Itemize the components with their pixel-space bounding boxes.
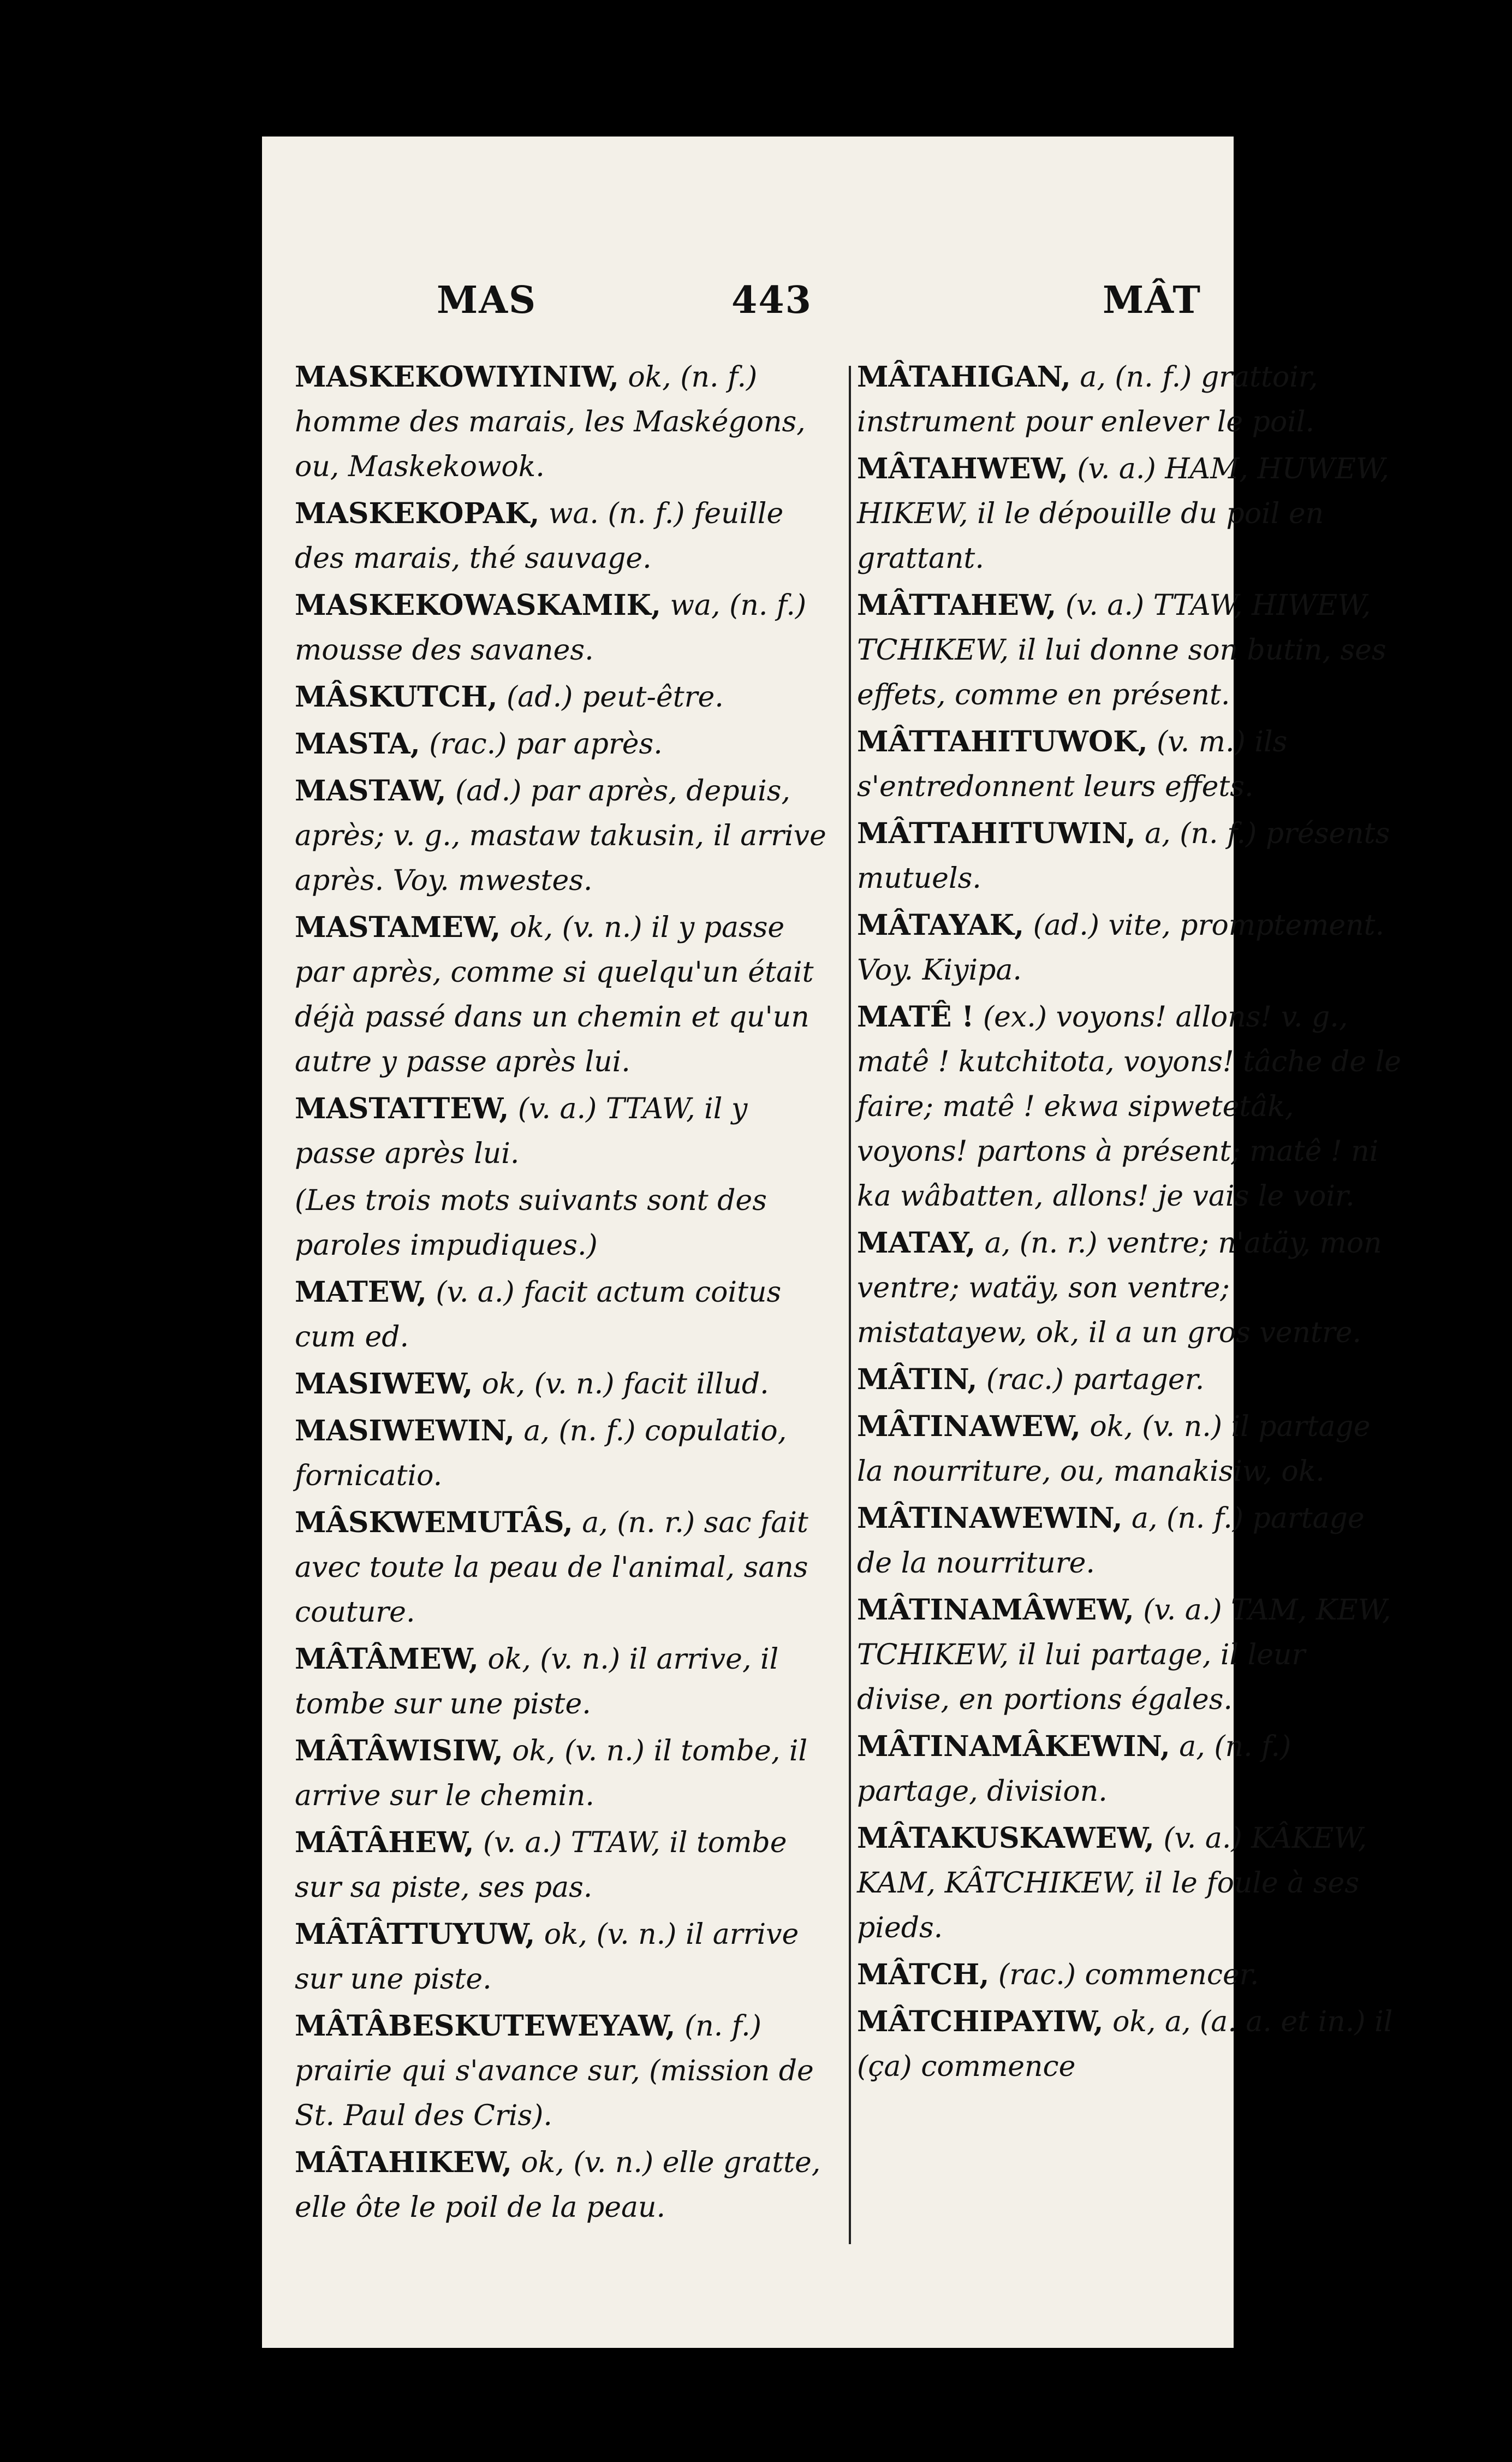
entry-headword: MASIWEW, [295,1367,473,1401]
entry-headword: MÂTAYAK, [857,909,1025,942]
dictionary-entry [295,2140,830,2230]
dictionary-entry [857,1496,1403,1586]
entry-definition: (v. a.) HAM, HUWEW, HIKEW, il le dépouille du poil en grattant. [857,453,1389,575]
dictionary-entry [295,491,830,581]
dictionary-entry [295,1637,830,1727]
dictionary-entry [295,2004,830,2138]
entry-headword: MASIWEWIN, [295,1414,515,1447]
entry-definition: wa. (n. f.) feuille des marais, thé sauvage. [295,497,784,575]
entry-definition: a, (n. f.) partage de la nourriture. [857,1502,1365,1580]
page-number: 443 [731,278,812,322]
entry-headword: MASKEKOWASKAMIK, [295,589,661,622]
dictionary-entry [857,995,1403,1219]
entry-headword: MÂSKWEMUTÂS, [295,1506,573,1539]
dictionary-entry [295,1820,830,1910]
entry-definition: (rac.) par après. [429,728,663,761]
entry-headword: MÂTTAHEW, [857,589,1057,622]
entry-headword: MASKEKOWIYINIW, [295,360,619,394]
entry-definition: (ad.) par après, depuis, après; v. g., mastaw takusin, il arrive après. Voy. mwestes. [295,775,826,897]
entry-headword: MÂTCH, [857,1958,990,1991]
dictionary-entry [857,903,1403,993]
dictionary-page [262,137,1402,2348]
dictionary-entry [857,1953,1403,1997]
entry-definition: ok, (v. n.) facit illud. [481,1368,769,1401]
dictionary-entry [295,583,830,673]
entry-headword: MÂTÂWISIW, [295,1734,503,1767]
entry-definition: (ad.) peut-être. [507,681,724,714]
entry-definition: (v. a.) TTAW, il tombe sur sa piste, ses pas. [295,1826,787,1904]
entry-definition: (n. f.) prairie qui s'avance sur, (mission de St. Paul des Cris). [295,2010,814,2132]
dictionary-entry [857,2000,1403,2089]
running-header [262,278,1234,344]
entry-definition: ok, (v. n.) il arrive, il tombe sur une piste. [295,1643,779,1721]
entry-definition: (rac.) commencer. [998,1959,1259,1991]
entry-definition: ok, a, (a. a. et in.) il (ça) commence [857,2006,1393,2083]
right-column [857,355,1403,2091]
entry-headword: MASTA, [295,727,420,761]
entry-definition: (v. a.) KÂKEW, KAM, KÂTCHIKEW, il le foule à ses pieds. [857,1822,1367,1944]
entry-definition: wa, (n. f.) mousse des savanes. [295,589,807,667]
left-column [295,355,830,2232]
entry-definition: (ex.) voyons! allons! v. g., matê ! kutchitota, voyons! tâche de le faire; matê ! ekwa sipwetetâk, voyons! partons à présent; matê ! ni ka wâbatten, allons! je vais le voir. [857,1001,1402,1213]
entry-headword: MÂTTAHITUWIN, [857,817,1136,850]
entry-definition: ok, (n. f.) homme des marais, les Maskégons, ou, Maskekowok. [295,361,806,483]
entry-definition: ok, (v. n.) il partage la nourriture, ou, manakisiw, ok. [857,1410,1371,1488]
entry-headword: MASTAW, [295,774,447,808]
dictionary-entry [295,1178,830,1268]
entry-headword: MATAY, [857,1226,976,1260]
entry-headword: MÂTIN, [857,1363,978,1396]
entry-definition: ok, (v. n.) il arrive sur une piste. [295,1918,799,1996]
dictionary-entry [295,905,830,1084]
entry-headword: MÂTÂTTUYUW, [295,1918,535,1951]
entry-definition: (Les trois mots suivants sont des paroles impudiques.) [295,1184,767,1262]
entry-definition: a, (n. f.) partage, division. [857,1730,1291,1808]
entry-headword: MÂTAKUSKAWEW, [857,1822,1154,1855]
dictionary-entry [857,583,1403,717]
entry-headword: MÂTÂBESKUTEWEYAW, [295,2009,676,2043]
entry-headword: MÂTAHIKEW, [295,2146,512,2179]
dictionary-entry [295,675,830,720]
entry-headword: MÂTTAHITUWOK, [857,725,1148,758]
entry-definition: a, (n. f.) présents mutuels. [857,817,1390,895]
entry-headword: MATEW, [295,1276,427,1309]
entry-headword: MÂTINAMÂKEWIN, [857,1730,1170,1763]
entry-headword: MATÊ ! [857,1000,974,1034]
dictionary-entry [857,1816,1403,1950]
entry-definition: a, (n. f.) grattoir, instrument pour enlever le poil. [857,361,1318,438]
dictionary-entry [857,355,1403,444]
dictionary-entry [295,1362,830,1407]
entry-headword: MASTATTEW, [295,1092,509,1125]
entry-definition: a, (n. r.) sac fait avec toute la peau de l'animal, sans couture. [295,1506,808,1629]
entry-headword: MÂTÂMEW, [295,1642,479,1676]
dictionary-entry [295,769,830,903]
header-left-guide-word: MAS [437,278,537,322]
entry-headword: MASKEKOPAK, [295,497,540,530]
entry-definition: (v. m.) ils s'entredonnent leurs effets. [857,726,1288,803]
header-right-guide-word: MÂT [1103,278,1201,322]
entry-definition: ok, (v. n.) elle gratte, elle ôte le poil de la peau. [295,2146,821,2224]
column-divider [849,366,851,2244]
entry-definition: (rac.) partager. [986,1363,1205,1396]
entry-definition: a, (n. r.) ventre; n'atäy, mon ventre; watäy, son ventre; mistatayew, ok, il a un gros ventre. [857,1227,1382,1349]
entry-definition: a, (n. f.) copulatio, fornicatio. [295,1415,787,1492]
entry-definition: (v. a.) TTAW, HIWEW, TCHIKEW, il lui donne son butin, ses effets, comme en présent. [857,589,1386,711]
dictionary-entry [857,811,1403,901]
entry-definition: ok, (v. n.) il y passe par après, comme si quelqu'un était déjà passé dans un chemin et qu'un autre y passe après lui. [295,911,814,1078]
entry-headword: MÂTINAWEWIN, [857,1502,1123,1535]
dictionary-entry [295,1409,830,1498]
entry-headword: MÂSKUTCH, [295,680,498,714]
entry-headword: MÂTINAWEW, [857,1410,1081,1443]
dictionary-entry [857,1724,1403,1814]
entry-headword: MÂTÂHEW, [295,1826,474,1859]
dictionary-entry [295,722,830,767]
dictionary-entry [857,1357,1403,1402]
entry-definition: (v. a.) TTAW, il y passe après lui. [295,1093,748,1170]
dictionary-entry [295,1729,830,1818]
entry-headword: MASTAMEW, [295,911,501,944]
dictionary-entry [857,1588,1403,1722]
dictionary-entry [295,355,830,489]
dictionary-entry [295,1270,830,1360]
dictionary-entry [295,1087,830,1176]
dictionary-entry [857,1221,1403,1355]
entry-headword: MÂTCHIPAYIW, [857,2005,1104,2038]
dictionary-entry [857,1404,1403,1494]
dictionary-entry [857,720,1403,809]
entry-definition: ok, (v. n.) il tombe, il arrive sur le chemin. [295,1735,808,1812]
entry-headword: MÂTINAMÂWEW, [857,1593,1134,1627]
entry-definition: (v. a.) facit actum coitus cum ed. [295,1276,782,1354]
dictionary-entry [295,1912,830,2002]
entry-definition: (ad.) vite, promptement. Voy. Kiyipa. [857,909,1385,987]
dictionary-entry [295,1500,830,1635]
dictionary-entry [857,447,1403,581]
entry-headword: MÂTAHWEW, [857,452,1068,485]
entry-definition: (v. a.) TAM, KEW, TCHIKEW, il lui partage, il leur divise, en portions égales. [857,1594,1391,1716]
entry-headword: MÂTAHIGAN, [857,360,1071,394]
